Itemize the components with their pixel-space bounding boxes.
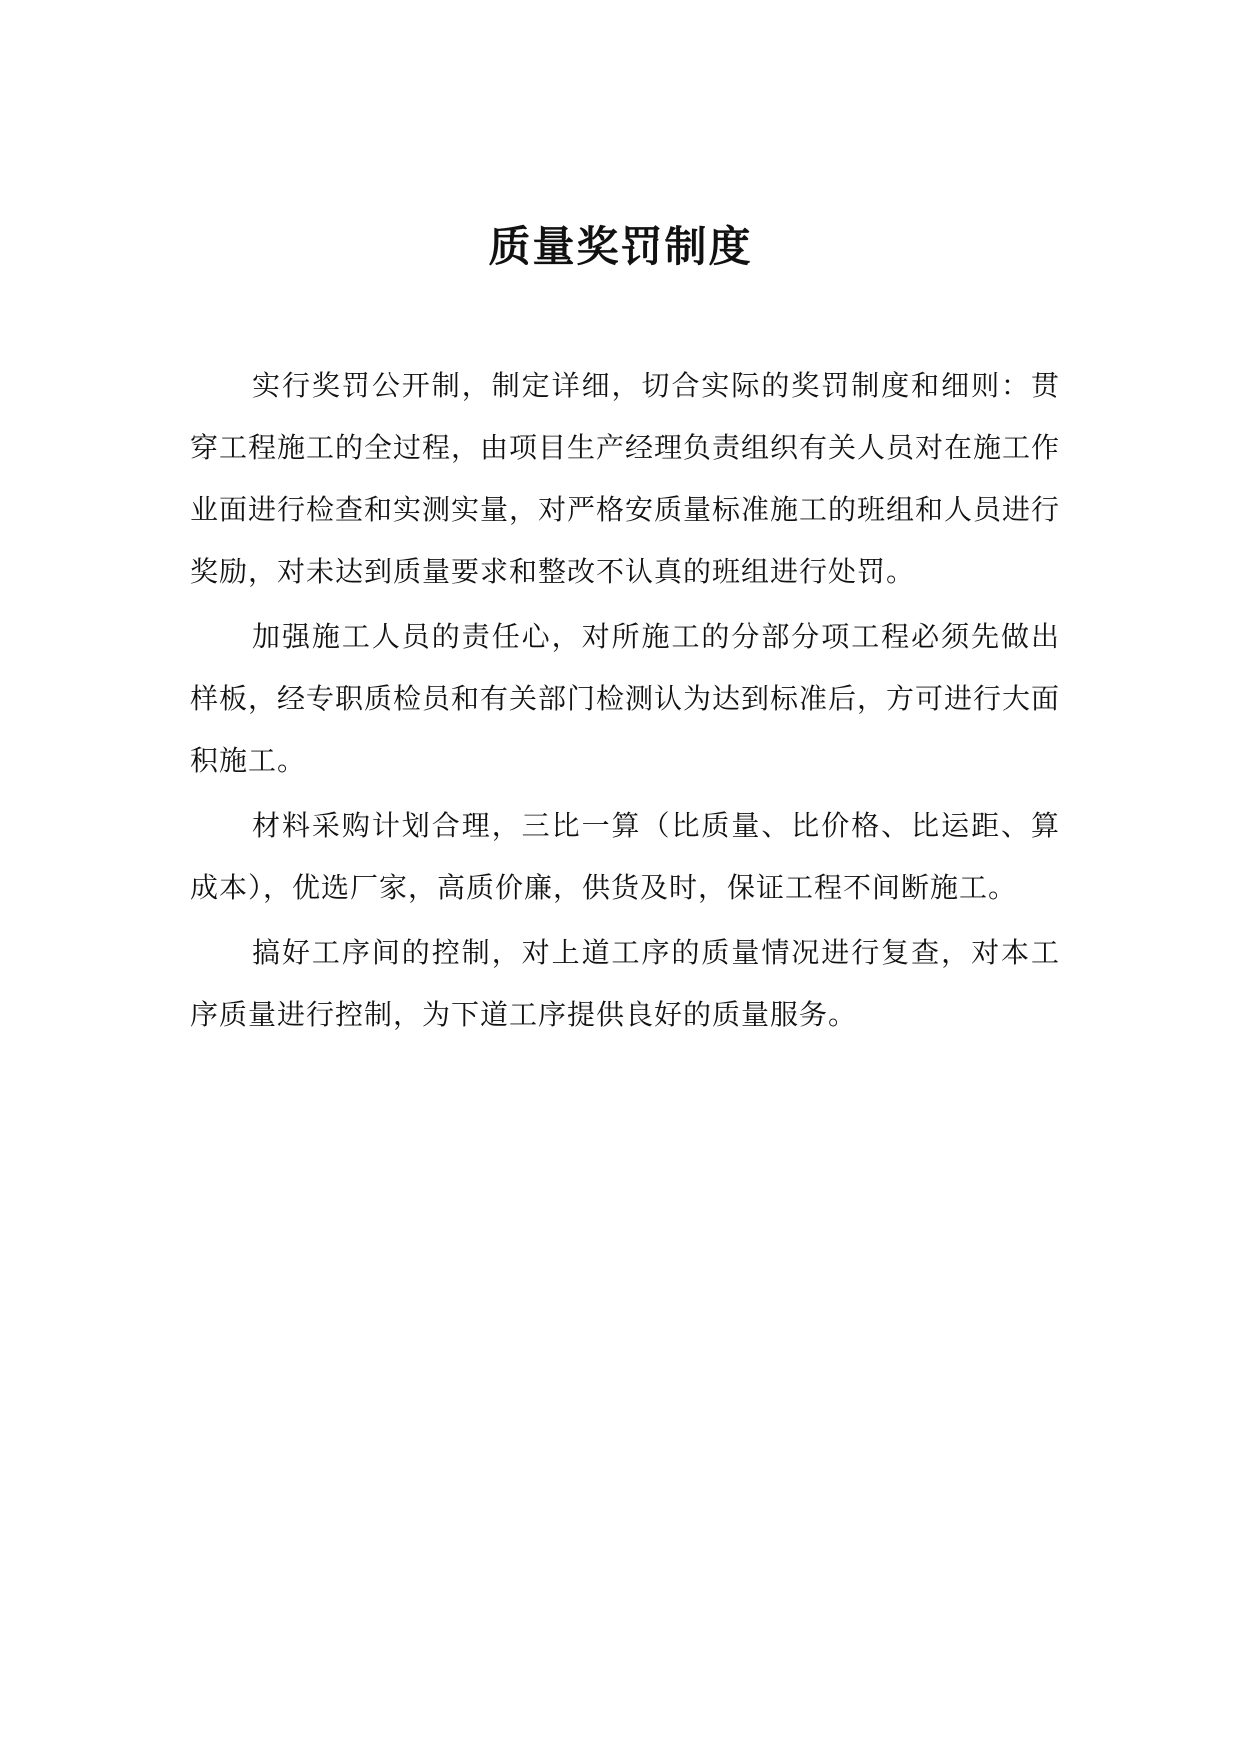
document-title: 质量奖罚制度: [488, 222, 753, 271]
paragraph-4: 搞好工序间的控制，对上道工序的质量情况进行复查，对本工序质量进行控制，为下道工序提供良好的质量服务。: [190, 936, 1060, 1031]
paragraph-3: 材料采购计划合理，三比一算（比质量、比价格、比运距、算成本），优选厂家，高质价廉，供货及时，保证工程不间断施工。: [190, 809, 1060, 904]
document-body: [190, 355, 1060, 1049]
paragraph-2: 加强施工人员的责任心，对所施工的分部分项工程必须先做出样板，经专职质检员和有关部门检测认为达到标准后，方可进行大面积施工。: [190, 620, 1061, 777]
paragraph-1: 实行奖罚公开制，制定详细，切合实际的奖罚制度和细则：贯穿工程施工的全过程，由项目生产经理负责组织有关人员对在施工作业面进行检查和实测实量，对严格安质量标准施工的班组和人员进行奖励，对未达到质量要求和整改不认真的班组进行处罚。: [190, 369, 1061, 588]
